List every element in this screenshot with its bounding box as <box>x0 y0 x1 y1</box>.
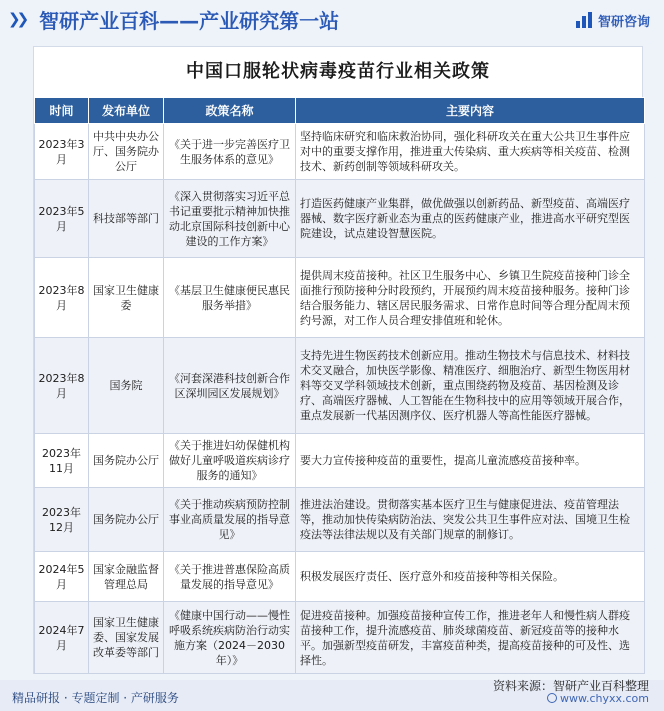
cell-content: 要大力宣传接种疫苗的重要性，提高儿童流感疫苗接种率。 <box>296 434 645 488</box>
cell-policy: 《关于推动疾病预防控制事业高质量发展的指导意见》 <box>164 488 296 552</box>
cell-unit: 科技部等部门 <box>89 180 164 258</box>
table-row <box>35 488 645 552</box>
footer-tagline: 精品研报 · 专题定制 · 产研服务 <box>12 691 179 705</box>
table-row <box>35 602 645 674</box>
cell-unit: 国务院办公厅 <box>89 488 164 552</box>
bar-chart-logo-icon <box>576 12 593 29</box>
table-header-row <box>35 98 645 124</box>
cell-unit: 中共中央办公厅、国务院办公厅 <box>89 124 164 180</box>
cell-time: 2023年8月 <box>35 258 89 338</box>
cell-policy: 《关于推进普惠保险高质量发展的指导意见》 <box>164 552 296 602</box>
table-row <box>35 338 645 434</box>
top-bar <box>0 0 664 38</box>
policy-table <box>34 97 645 674</box>
table-row <box>35 180 645 258</box>
cell-content: 支持先进生物医药技术创新应用。推动生物技术与信息技术、材料技术交叉融合，加快医学影像、精准医疗、细胞治疗、新型生物医用材料等交叉学科领域技术创新，重点围绕药物及疫苗、基因检测及诊疗、高端医疗器械、人工智能在生物科技中的应用等领域开展合作，重点发展新一代基因测序仪、医疗机器人等高性能医疗器械。 <box>296 338 645 434</box>
cell-time: 2023年12月 <box>35 488 89 552</box>
table-row <box>35 124 645 180</box>
cell-content: 积极发展医疗责任、医疗意外和疫苗接种等相关保险。 <box>296 552 645 602</box>
table-row <box>35 258 645 338</box>
column-header-content: 主要内容 <box>296 98 645 124</box>
footer-bar <box>0 680 664 711</box>
cell-content: 打造医药健康产业集群，做优做强以创新药品、新型疫苗、高端医疗器械、数字医疗新业态为重点的医药健康产业，推进高水平研究型医院建设，试点建设智慧医院。 <box>296 180 645 258</box>
chevron-double-icon: ❯❯ <box>8 10 26 28</box>
cell-unit: 国家卫生健康委 <box>89 258 164 338</box>
footer-url[interactable] <box>547 692 649 705</box>
cell-time: 2024年7月 <box>35 602 89 674</box>
cell-time: 2023年8月 <box>35 338 89 434</box>
cell-unit: 国务院办公厅 <box>89 434 164 488</box>
column-header-unit: 发布单位 <box>89 98 164 124</box>
column-header-time: 时间 <box>35 98 89 124</box>
site-title: 智研产业百科——产业研究第一站 <box>39 8 340 33</box>
cell-time: 2023年11月 <box>35 434 89 488</box>
table-row <box>35 434 645 488</box>
cell-content: 提供周末疫苗接种。社区卫生服务中心、乡镇卫生院疫苗接种门诊全面推行预防接种分时段预约，开展预约周末疫苗接种服务。接种门诊结合服务能力、辖区居民服务需求、日常作息时间等合理分配周末预约号源，对工作人员合理安排值班和轮休。 <box>296 258 645 338</box>
cell-policy: 《关于进一步完善医疗卫生服务体系的意见》 <box>164 124 296 180</box>
cell-unit: 国务院 <box>89 338 164 434</box>
cell-time: 2023年5月 <box>35 180 89 258</box>
document-title: 中国口服轮状病毒疫苗行业相关政策 <box>186 61 490 82</box>
cell-unit: 国家金融监督管理总局 <box>89 552 164 602</box>
data-source: 资料来源：智研产业百科整理 <box>492 679 649 693</box>
cell-policy: 《河套深港科技创新合作区深圳园区发展规划》 <box>164 338 296 434</box>
cell-content: 坚持临床研究和临床救治协同，强化科研攻关在重大公共卫生事件应对中的重要支撑作用，推进重大传染病、重大疾病等相关疫苗、检测技术、新药创制等领域科研攻关。 <box>296 124 645 180</box>
cell-policy: 《健康中国行动——慢性呼吸系统疾病防治行动实施方案（2024－2030年）》 <box>164 602 296 674</box>
brand-name: 智研咨询 <box>597 15 650 30</box>
cell-policy: 《基层卫生健康便民惠民服务举措》 <box>164 258 296 338</box>
column-header-policy: 政策名称 <box>164 98 296 124</box>
globe-icon <box>547 693 557 703</box>
policy-card <box>33 46 643 674</box>
cell-policy: 《深入贯彻落实习近平总书记重要批示精神加快推动北京国际科技创新中心建设的工作方案》 <box>164 180 296 258</box>
cell-content: 促进疫苗接种。加强疫苗接种宣传工作，推进老年人和慢性病人群疫苗接种工作，提升流感疫苗、肺炎球菌疫苗、新冠疫苗等的接种水平。加强新型疫苗研发，丰富疫苗种类，提高疫苗接种的可及性、选择性。 <box>296 602 645 674</box>
table-row <box>35 552 645 602</box>
brand[interactable] <box>576 11 650 30</box>
cell-unit: 国家卫生健康委、国家发展改革委等部门 <box>89 602 164 674</box>
cell-time: 2024年5月 <box>35 552 89 602</box>
cell-time: 2023年3月 <box>35 124 89 180</box>
cell-content: 推进法治建设。贯彻落实基本医疗卫生与健康促进法、疫苗管理法等，推动加快传染病防治法、突发公共卫生事件应对法、国境卫生检疫法等法律法规以及有关部门规章的制修订。 <box>296 488 645 552</box>
footer-url-text[interactable]: www.chyxx.com <box>559 692 649 705</box>
cell-policy: 《关于推进妇幼保健机构做好儿童呼吸道疾病诊疗服务的通知》 <box>164 434 296 488</box>
